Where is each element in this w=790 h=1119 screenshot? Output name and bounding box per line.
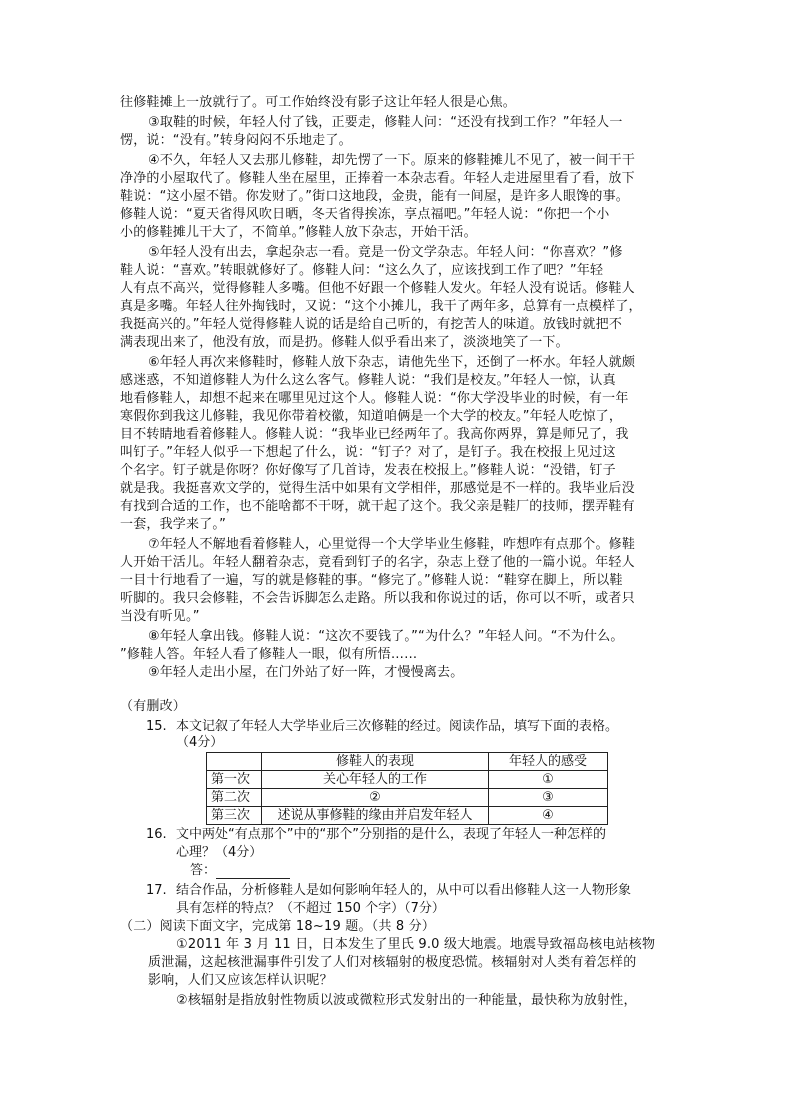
table-cell: 第二次	[207, 789, 262, 807]
paragraph-6-line: 寒假你到我这儿修鞋，我见你带着校徽，知道咱俩是一个大学的校友。”年轻人吃惊了，	[120, 409, 623, 424]
paragraph-8-line: ”修鞋人答。年轻人看了修鞋人一眼，似有所悟……	[120, 647, 418, 662]
paragraph-7-line: 一目十行地看了一遍，写的就是修鞋的事。“修完了。”修鞋人说：“鞋穿在脚上，所以鞋	[120, 573, 623, 588]
paragraph-6-line: 一套，我学来了。”	[120, 517, 227, 532]
question-17-text: 具有怎样的特点？（不超过 150 个字）（7分）	[176, 901, 445, 916]
question-15-text: 本文记叙了年轻人大学毕业后三次修鞋的经过。阅读作品，填写下面的表格。	[176, 719, 619, 734]
paragraph-3-line: ③取鞋的时候，年轻人付了钱，正要走，修鞋人问：“还没有找到工作？”年轻人一	[148, 115, 623, 130]
paragraph-6-line: 有找到合适的工作，也不能啥都不干呀，就干起了这个。我父亲是鞋厂的技师，摆弄鞋有	[120, 499, 635, 514]
paragraph-7-line: 听脚的。我只会修鞋，不会告诉脚怎么走路。所以我和你说过的话，你可以不听，或者只	[120, 591, 635, 606]
table-row	[207, 807, 608, 825]
paragraph-7-line: 当没有听见。”	[120, 609, 200, 624]
paragraph-4-line: 小的修鞋摊儿干大了，不简单。”修鞋人放下杂志，开始干活。	[120, 225, 477, 240]
table-cell: 第一次	[207, 771, 262, 789]
answer-blank-cell[interactable]: ③	[489, 789, 608, 807]
paragraph-6-line: 目不转睛地看着修鞋人。修鞋人说：“我毕业已经两年了。我高你两界，算是师兄了，我	[120, 427, 629, 442]
section-2-paragraph-1-line: ①2011 年 3 月 11 日，日本发生了里氏 9.0 级大地震。地震导致福岛核电站核物	[176, 937, 656, 952]
question-17-text: 结合作品，分析修鞋人是如何影响年轻人的，从中可以看出修鞋人这一人物形象	[176, 883, 632, 898]
table-cell: 述说从事修鞋的缘由并启发年轻人	[262, 807, 489, 825]
table-row	[207, 789, 608, 807]
paragraph-7-line: 人开始干活儿。年轻人翻着杂志，竟看到钉子的名字，杂志上登了他的一篇小说。年轻人	[120, 555, 635, 570]
question-15-points: （4分）	[176, 735, 224, 750]
answer-blank[interactable]	[216, 865, 290, 879]
table-header-row	[207, 753, 608, 771]
table-header-cell: 年轻人的感受	[489, 753, 608, 771]
section-2-paragraph-1-line: 质泄漏，这起核泄漏事件引发了人们对核辐射的极度恐慌。核辐射对人类有着怎样的	[148, 955, 637, 970]
paragraph-5-line: 我挺高兴的。”年轻人觉得修鞋人说的话是给自己听的，有挖苦人的味道。放钱时就把不	[120, 317, 623, 332]
table-cell: 关心年轻人的工作	[262, 771, 489, 789]
answer-line[interactable]	[190, 862, 290, 879]
paragraph-7-line: ⑦年轻人不解地看着修鞋人，心里觉得一个大学毕业生修鞋，咋想咋有点那个。修鞋	[148, 537, 636, 552]
paragraph-9-line: ⑨年轻人走出小屋，在门外站了好一阵，才慢慢离去。	[148, 665, 464, 680]
paragraph-6-line: 感迷惑，不知道修鞋人为什么这么客气。修鞋人说：“我们是校友。”年轻人一惊，认真	[120, 373, 616, 388]
paragraph-4-line: 修鞋人说：“夏天省得风吹日晒，冬天省得挨冻，享点福吧。”年轻人说：“你把一个小	[120, 207, 610, 222]
question-17-number: 17.	[146, 883, 167, 898]
question-16-text: 心理？（4分）	[176, 845, 263, 860]
paragraph-5-line: 真是多嘴。年轻人往外掏钱时，又说：“这个小摊儿，我干了两年多，总算有一点模样了，	[120, 299, 642, 314]
paragraph-4-line: ④不久，年轻人又去那儿修鞋，却先愣了一下。原来的修鞋摊儿不见了，被一间干干	[148, 153, 636, 168]
question-15-table	[206, 752, 608, 825]
paragraph-6-line: 个名字。钉子就是你呀？你好像写了几首诗，发表在校报上。”修鞋人说：“没错，钉子	[120, 463, 616, 478]
paragraph-4-line: 鞋说：“这小屋不错。你发财了。”街口这地段，金贵，能有一间屋，是许多人眼馋的事。	[120, 189, 629, 204]
table-header-cell: 修鞋人的表现	[262, 753, 489, 771]
paragraph-5-line: 鞋人说：“喜欢。”转眼就修好了。修鞋人问：“这么久了，应该找到工作了吧？”年轻	[120, 263, 604, 278]
paragraph-3-line: 愣，说：“没有。”转身闷闷不乐地走了。	[120, 133, 352, 148]
paragraph-6-line: ⑥年轻人再次来修鞋时，修鞋人放下杂志，请他先坐下，还倒了一杯水。年轻人就颇	[148, 355, 636, 370]
passage-line: 往修鞋摊上一放就行了。可工作始终没有影子这让年轻人很是心焦。	[120, 95, 517, 110]
paragraph-8-line: ⑧年轻人拿出钱。修鞋人说：“这次不要钱了。”“为什么？”年轻人问。“不为什么。	[148, 629, 624, 644]
section-2-paragraph-2-line: ②核辐射是指放射性物质以波或微粒形式发射出的一种能量，最快称为放射性，	[176, 993, 637, 1008]
table-cell: 第三次	[207, 807, 262, 825]
paragraph-6-line: 地看修鞋人，却想不起来在哪里见过这个人。修鞋人说：“你大学没毕业的时候，有一年	[120, 391, 629, 406]
edit-note: （有删改）	[120, 699, 187, 714]
paragraph-5-line: 人有点不高兴，觉得修鞋人多嘴。但他不好跟一个修鞋人发火。年轻人没有说话。修鞋人	[120, 281, 635, 296]
answer-blank-cell[interactable]: ①	[489, 771, 608, 789]
question-15-number: 15.	[146, 719, 167, 734]
paragraph-6-line: 叫钉子。”年轻人似乎一下想起了什么，说：“钉子？对了，是钉子。我在校报上见过这	[120, 445, 616, 460]
table-header-cell	[207, 753, 262, 771]
answer-blank-cell[interactable]: ②	[262, 789, 489, 807]
paragraph-5-line: 满表现出来了，他没有放，而是扔。修鞋人似乎看出来了，淡淡地笑了一下。	[120, 335, 569, 350]
paragraph-5-line: ⑤年轻人没有出去，拿起杂志一看。竟是一份文学杂志。年轻人问：“你喜欢？”修	[148, 245, 623, 260]
table-row	[207, 771, 608, 789]
section-2-heading: （二）阅读下面文字，完成第 18~19 题。（共 8 分）	[120, 919, 436, 934]
question-16-text: 文中两处“有点那个”中的“那个”分别指的是什么，表现了年轻人一种怎样的	[176, 827, 606, 842]
paragraph-6-line: 就是我。我挺喜欢文学的，觉得生活中如果有文学相伴，那感觉是不一样的。我毕业后没	[120, 481, 635, 496]
answer-blank-cell[interactable]: ④	[489, 807, 608, 825]
paragraph-4-line: 净净的小屋取代了。修鞋人坐在屋里，正捧着一本杂志看。年轻人走进屋里看了看，放下	[120, 171, 635, 186]
section-2-paragraph-1-line: 影响，人们又应该怎样认识呢？	[148, 973, 333, 988]
answer-label: 答：	[190, 863, 217, 878]
question-16-number: 16.	[146, 827, 167, 842]
